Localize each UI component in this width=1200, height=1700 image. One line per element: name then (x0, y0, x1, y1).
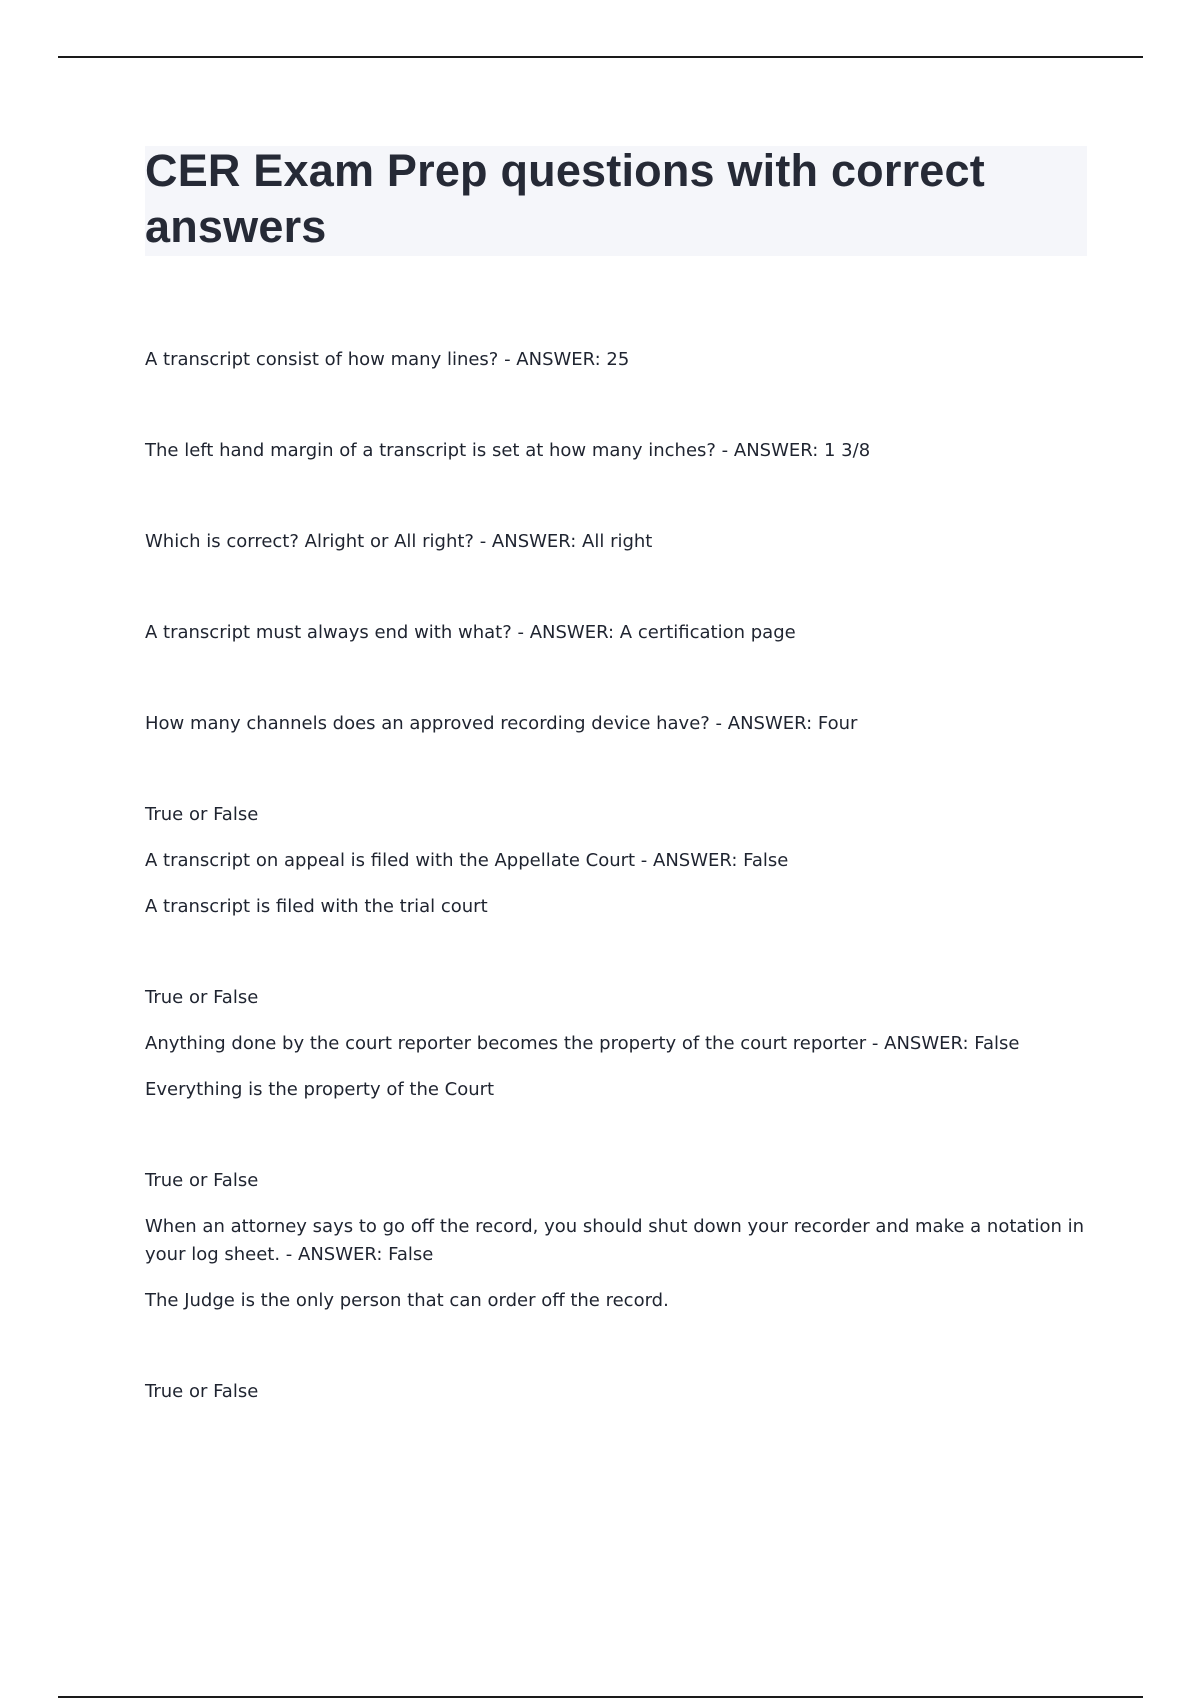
question-answer-text: A transcript consist of how many lines? - ANSWER: 25 (145, 349, 630, 370)
answer-explanation: Everything is the property of the Court (145, 1079, 495, 1100)
question-answer-text: The left hand margin of a transcript is set at how many inches? - ANSWER: 1 3/8 (145, 440, 871, 461)
question-answer-text: When an attorney says to go off the record, you should shut down your recorder and make a notation in your log sheet. - ANSWER: False (145, 1216, 1085, 1265)
question-answer-text: Which is correct? Alright or All right? - ANSWER: All right (145, 531, 653, 552)
qa-item (145, 1167, 1087, 1315)
question-answer-text: How many channels does an approved recording device have? - ANSWER: Four (145, 713, 858, 734)
qa-item (145, 801, 1087, 921)
qa-item (145, 984, 1087, 1104)
true-false-label: True or False (145, 987, 259, 1008)
qa-item (145, 710, 1087, 738)
question-answer-text: Anything done by the court reporter becomes the property of the court reporter - ANSWER: False (145, 1033, 1020, 1054)
answer-explanation: The Judge is the only person that can order off the record. (145, 1290, 669, 1311)
qa-item (145, 437, 1087, 465)
qa-item (145, 346, 1087, 374)
bottom-rule (58, 1696, 1143, 1698)
question-answer-text: A transcript must always end with what? - ANSWER: A certification page (145, 622, 796, 643)
qa-item (145, 528, 1087, 556)
qa-item (145, 1378, 1087, 1406)
qa-item (145, 619, 1087, 647)
document-title: CER Exam Prep questions with correct answers (145, 145, 985, 252)
top-rule (58, 56, 1143, 58)
answer-explanation: A transcript is filed with the trial court (145, 896, 488, 917)
true-false-label: True or False (145, 1381, 259, 1402)
qa-list (145, 346, 1087, 1406)
true-false-label: True or False (145, 1170, 259, 1191)
question-answer-text: A transcript on appeal is filed with the Appellate Court - ANSWER: False (145, 850, 789, 871)
true-false-label: True or False (145, 804, 259, 825)
